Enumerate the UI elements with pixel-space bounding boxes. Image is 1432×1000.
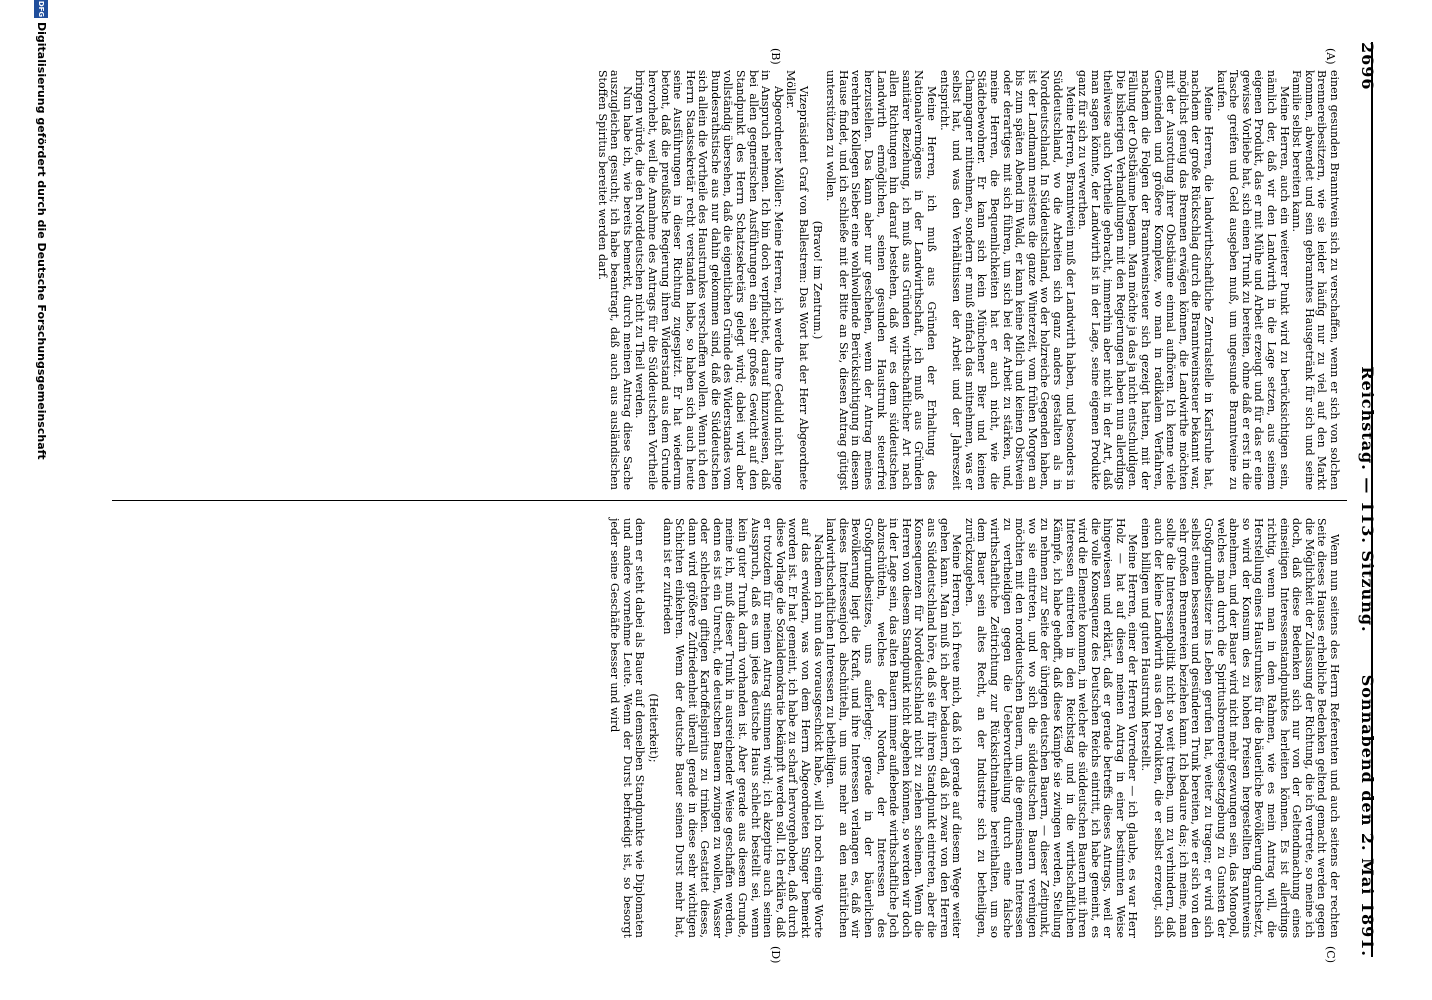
paragraph: Abgeordneter Möller: Meine Herren, ich werde Ihre Geduld nicht lange in Anspruch nehmen. Ich bin doch verpflichtet, darauf hinzuweisen, daß bei allen gegnerischen Ausführungen ein sehr großes Gewicht auf den Standpunkt des Herrn Schatzsekretärs gelegt wird; dabei wird aber vollständig übersehen, daß die eigentlichen Gründe des Widerstandes vom Bundesrathstische aus nur dahin gekommen sind, daß die Süddeutschen sich allein die Vortheile des Haustrunkes verschaffen wollen. Wenn ich den Herrn Staatssekretär recht verstanden habe, so haben sich auch heute seine Ausführungen in dieser Richtung zugespitzt. Er hat wiederum betont, daß die preußische Regierung ihren Widerstand aus dem Grunde hervorhebt, weil die Annahme des Antrags für die Süddeutschen Vortheile bringen würde, die den Norddeutschen nicht zu Theil werden. xyxy=(633,70,785,490)
dfg-logo-icon: DFG xyxy=(34,0,48,18)
header-date: Sonnabend den 2. Mai 1891. xyxy=(1358,674,1377,957)
margin-mark-b: (B) xyxy=(769,48,782,65)
margin-mark-a: (A) xyxy=(1324,48,1337,65)
column-divider xyxy=(112,500,1347,501)
paragraph: Wenn nun seitens des Herrn Referenten und auch seitens der rechten Seite dieses Hauses erhebliche Bedenken geltend gemacht werden gegen die Möglichkeit der Zulassung der Richtung, die ich vertrete, so meine ich doch, daß diese Bedenken sich nur von der Geltendmachung eines einseitigen Interessenstandpunktes herleiten können. Es ist allerdings richtig, wenn man in dem Rahmen, wie es mein Antrag will, die Herstellung eines Haustrunkes für die bäuerliche Bevölkerung durchsetzt, so wird der Konsum des zu hohen Preisen hergestellten Branntweins abnehmen, und der Bauer wird nicht mehr gezwungen sein, das Monopol, welches man durch die Spiritusbrennereigesetzgebung zu Gunsten der Großgrundbesitzer ins Leben gerufen hat, weiter zu tragen; er wird sich selbst einen besseren und gesünderen Trunk bereiten, wie er sich von den sehr großen Brennereien beziehen kann. Ich bedaure das; ich meine, man sollte die Interessenpolitik nicht so weit treiben, um zu verhindern, daß auch der kleine Landwirth aus den Produkten, die er selbst erzeugt, sich einen billigen und guten Haustrunk herstellt. xyxy=(1139,518,1341,938)
paragraph: Vizepräsident Graf von Ballestrem: Das Wort hat der Herr Abgeordnete Möller. xyxy=(784,70,811,490)
margin-mark-c: (C) xyxy=(1324,946,1337,963)
digitization-footer xyxy=(28,0,50,1000)
paragraph: Meine Herren, auch ein weiterer Punkt wird zu berücksichtigen sein, nämlich der, daß wir den Landwirth in die Lage setzen, aus seinem eigenen Produkt, das er mit Mühe und Arbeit erzeugt und für das er eine gewisse Vorliebe hat, sich einen Trunk zu bereiten, ohne daß er erst in die Tasche greifen und Geld ausgeben muß, um ungesunde Branntweine zu kaufen. xyxy=(1214,70,1291,490)
paragraph: denn er steht dabei als Bauer auf demselben Standpunkte wie Diplomaten und andere vornehme Leute. Wenn der Durst befriedigt ist, so besorgt jeder seine Geschäfte besser und wird xyxy=(608,518,647,938)
page-header xyxy=(1358,42,1377,957)
laughter-note: (Heiterkeit); xyxy=(646,693,660,763)
paragraph: Meine Herren, einer der Herren Vorredner — ich glaube, es war Herr Holz — hat auf diesen meinen Antrag in einer bestimmten Weise hingewiesen und erklärt, daß er gerade betreffs dieses Antrags, weil er die volle Konsequenz des Deutschen Reichs eintritt, ich habe gemeint, es wird die Elemente kommen, in welcher die süddeutschen Bauern mit ihren Interessen eintreten in den Reichstag und in die wirthschaftlichen Kämpfe, ich habe gehofft, daß diese Kämpfe sie zwingen werden, Stellung zu nehmen zur Seite der übrigen deutschen Bauern, — dieser Zeitpunkt, wo sie eintreten, und wo sich die süddeutschen Bauern vereinigen möchten mit den norddeutschen Bauern, um die gemeinsamen Interessen zu vertheidigen gegen die Uebervortheilung durch eine falsche wirthschaftliche Zeitrichtung zur Rücksichtnahme bereithalten, um so dem Bauer sein altes Recht, an der Industrie sich zu betheiligen, zurückzugeben. xyxy=(962,518,1140,938)
paragraph: Nachdem ich nun das vorausgeschickt habe, will ich noch einige Worte auf das erwidern, was von dem Herrn Abgeordneten Singer bemerkt worden ist. Er hat gemeint, ich habe zu scharf hervorgehoben, daß durch diese Vorlage die Sozialdemokratie bekämpft werden soll. Ich erkläre, daß er trotzdem für meinen Antrag stimmen wird; ich akzeptire auch seinen Ausspruch, daß es um jedes deutsche Haus schlecht bestellt sei, wenn kein guter Trunk darin vorhanden ist. Aber gerade aus diesem Grunde, meine ich, muß dieser Trunk in ausreichender Weise geschaffen werden, denn es ist ein Unrecht, die deutschen Bauern zwingen zu wollen, Wasser oder schlechten giftigen Kartoffelspiritus zu trinken. Gestattet dieses, dann wird größere Zufriedenheit überall gerade in diese sehr wichtigen Schichten einkehren. Wenn der deutsche Bauer seinen Durst mehr hat, dann ist er zufrieden xyxy=(660,518,825,938)
paragraph: Meine Herren, die landwirthschaftliche Zentralstelle in Karlsruhe hat, nachdem der große Rückschlag durch die Branntweinsteuer bekannt war, möglichst genug das Brennen erwägen können, die Landwirthe möchten mit der Ausrottung ihrer Obstbäume einmal aufhören. Ich kenne viele Gemeinden und größere Komplexe, wo man in radikalem Verfahren, nachdem die Folgen der Branntweinsteuer sich gezeigt hatten, mit der Fällung der Obstbäume begann. Man möchte ja das ja nicht entschuldigen. Die bisherigen Verhandlungen mit den Regierungen haben nun allerdings theilweise auch Vortheile gebracht, immerhin aber nicht in der Art, daß man sagen könnte, der Landwirth ist in der Lage, seine eigenen Produkte ganz für sich zu verwerthen. xyxy=(1076,70,1216,490)
right-column xyxy=(608,518,1340,938)
left-column xyxy=(595,70,1340,490)
paragraph: einen gesunden Branntwein sich zu verschaffen, wenn er sich von solchen Brennereibesitzern, wie sie leider häufig nur zu viel auf den Markt kommen, abwendet und sein gebranntes Hausgetränk für sich und seine Familie selbst bereiten kann. xyxy=(1290,70,1341,490)
applause-note: (Bravo! im Zentrum.) xyxy=(810,220,824,340)
header-title: Reichstag. — 113. Sitzung. xyxy=(1358,366,1377,633)
paragraph: Nun habe ich, wie bereits bemerkt, durch meinen Antrag diese Sache auszugleichen gesucht; ich habe beantragt, daß auch aus ausländischen Stoffen Spiritus bereitet werden darf. xyxy=(595,70,634,490)
paragraph: Meine Herren, ich muß aus Gründen der Erhaltung des Nationalvermögens in der Landwirthschaft, ich muß aus Gründen sanitärer Beziehung, ich muß aus Gründen wirthschaftlicher Art nach allen Richtungen hin darauf bestehen, daß wir es dem süddeutschen Landwirth ermöglichen, seinen gesunden Haustrunk steuerfrei herzustellen. Das kann aber nur geschehen, wenn der Antrag meines verehrten Kollegen Sieber eine wohlwollende Berücksichtigung in diesem Hause findet, und ich schließe mit der Bitte an Sie, diesen Antrag gütigst unterstützen zu wollen. xyxy=(824,70,938,490)
margin-mark-d: (D) xyxy=(769,946,782,964)
paragraph: Meine Herren, ich freue mich, daß ich gerade auf diesem Wege weiter gehen kann. Man muß ich aber bedauern, daß ich zwar von den Herren aus Süddeutschland höre, daß sie für ihren Standpunkt eintreten, aber die Konsequenzen für Norddeutschland nicht zu ziehen scheinen. Wenn die Herren von diesem Standpunkt nicht abgehen können, so werden wir doch in der Lage sein, das alten Bauern immer auflebende wirthschaftliche Joch abzuschütteln, welches der Norden, der Interessen des Großgrundbesitzes, uns auferlegte; gerade in der bäuerlichen Bevölkerung liegt die Kraft, und ihre Interessen verlangen es, daß wir dieses Interessenjoch abschütteln, um uns mehr an den natürlichen landwirthschaftlichen Interessen zu betheiligen. xyxy=(824,518,964,938)
footer-text: Digitalisierung gefördert durch die Deutsche Forschungsgemeinschaft xyxy=(35,22,48,460)
paragraph: Meine Herren, Branntwein muß der Landwirth haben, und besonders in Süddeutschland, wo die Arbeiten sich ganz anders gestalten als in Norddeutschland. In Süddeutschland, wo der holzreiche Gegenden haben, ist der Landmann meistens die ganze Winterzeit, vom frühen Morgen an bis zum späten Abend im Wald, er kann keine Milch und keinen Obstwein oder derartiges mit sich führen, um sich bei der Arbeit zu stärken, und, meine Herren, die Bequemlichkeiten hat er auch nicht, wie die Städtebewohner. Er kann sich kein Münchener Bier und keinen Champagner mitnehmen, sondern er muß einfach das mitnehmen, was er selbst hat, und was den Verhältnissen der Arbeit und der Jahreszeit entspricht. xyxy=(937,70,1077,490)
page-number: 2696 xyxy=(1358,42,1377,91)
